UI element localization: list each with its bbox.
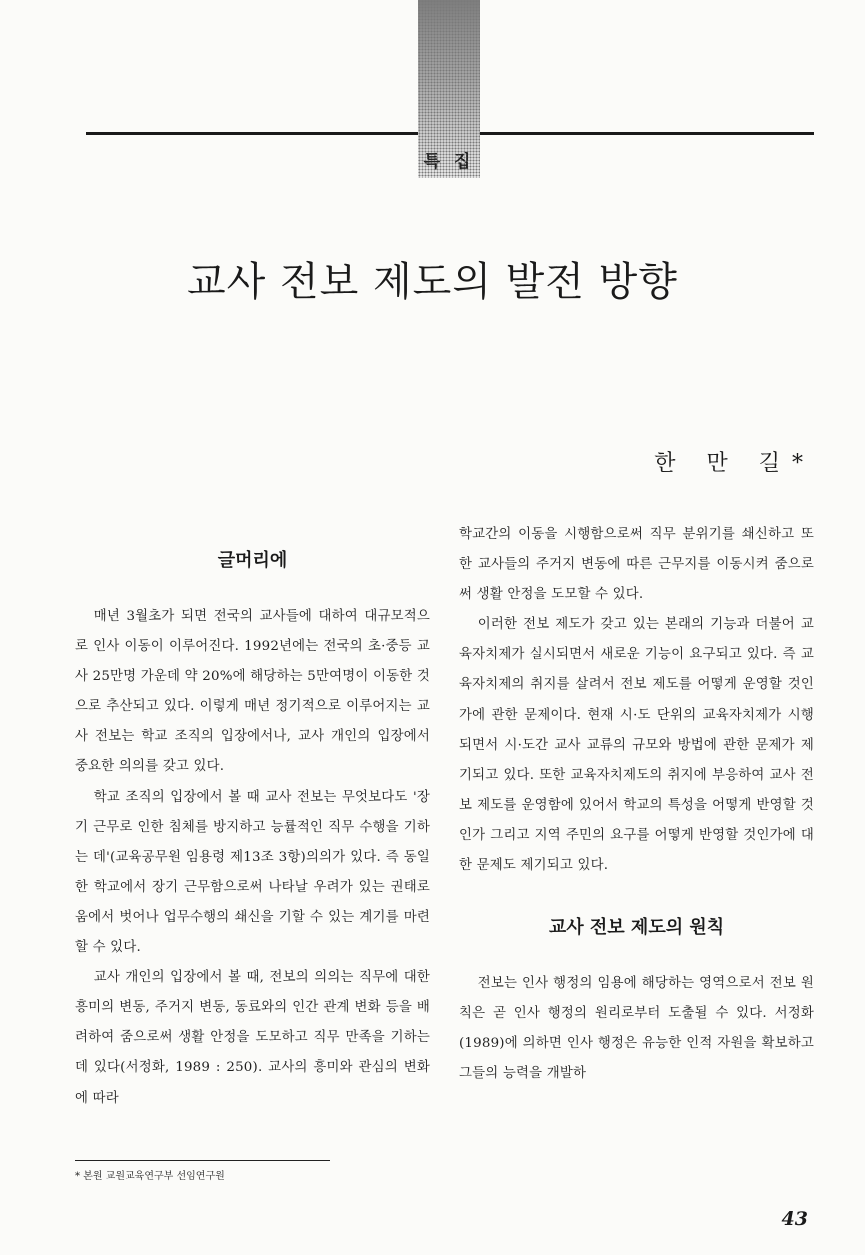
page-number: 43 [781,1208,808,1230]
footnote-rule [75,1160,330,1161]
right-column [459,520,814,1090]
paragraph: 매년 3월초가 되면 전국의 교사들에 대하여 대규모적으로 인사 이동이 이루어진다. 1992년에는 전국의 초·중등 교사 25만명 가운데 약 20%에 해당하는 5만여명이 이동한 것으로 추산되고 있다. 이렇게 매년 정기적으로 이루어지는 교사 전보는 학교 조직의 입장에서나, 교사 개인의 입장에서 중요한 의의를 갖고 있다. [75,609,430,775]
left-column [75,520,430,1114]
section-heading-intro: 글머리에 [217,550,288,571]
paragraph: 교사 개인의 입장에서 볼 때, 전보의 의의는 직무에 대한 흥미의 변동, 주거지 변동, 동료와의 인간 관계 변화 등을 배려하여 줌으로써 생활 안정을 도모하고 직무 만족을 기하는 데 있다(서정화, 1989 : 250). 교사의 흥미와 관심의 변화에 따라 [75,970,430,1106]
section-label: 특 집 [423,152,475,172]
section-heading-principles: 교사 전보 제도의 원칙 [548,917,725,939]
article-author: 한 만 길* [654,451,815,476]
paragraph: 학교 조직의 입장에서 볼 때 교사 전보는 무엇보다도 '장기 근무로 인한 침체를 방지하고 능률적인 직무 수행을 기하는 데'(교육공무원 임용령 제13조 3항)의의가 있다. 즉 동일한 학교에서 장기 근무함으로써 나타날 우려가 있는 권태로움에서 벗어나 업무수행의 쇄신을 기할 수 있는 계기를 마련할 수 있다. [75,789,430,956]
paragraph: 이러한 전보 제도가 갖고 있는 본래의 기능과 더불어 교육자치제가 실시되면서 새로운 기능이 요구되고 있다. 즉 교육자치제의 취지를 살려서 전보 제도를 어떻게 운영할 것인가에 관한 문제이다. 현재 시·도 단위의 교육자치제가 시행되면서 시·도간 교사 교류의 규모와 방법에 관한 문제가 제기되고 있다. 또한 교육자치제도의 취지에 부응하여 교사 전보 제도를 운영함에 있어서 학교의 특성을 어떻게 반영할 것인가 그리고 지역 주민의 요구를 어떻게 반영할 것인가에 대한 문제도 제기되고 있다. [459,617,814,874]
article-title: 교사 전보 제도의 발전 방향 [187,259,678,305]
paragraph: 학교간의 이동을 시행함으로써 직무 분위기를 쇄신하고 또한 교사들의 주거지 변동에 따른 근무지를 이동시켜 줌으로써 생활 안정을 도모할 수 있다. [459,527,814,603]
footnote: * 본원 교원교육연구부 선임연구원 [75,1171,225,1182]
paragraph: 전보는 인사 행정의 임용에 해당하는 영역으로서 전보 원칙은 곧 인사 행정의 원리로부터 도출될 수 있다. 서정화(1989)에 의하면 인사 행정은 유능한 인적 자원을 확보하고 그들의 능력을 개발하 [459,976,814,1082]
